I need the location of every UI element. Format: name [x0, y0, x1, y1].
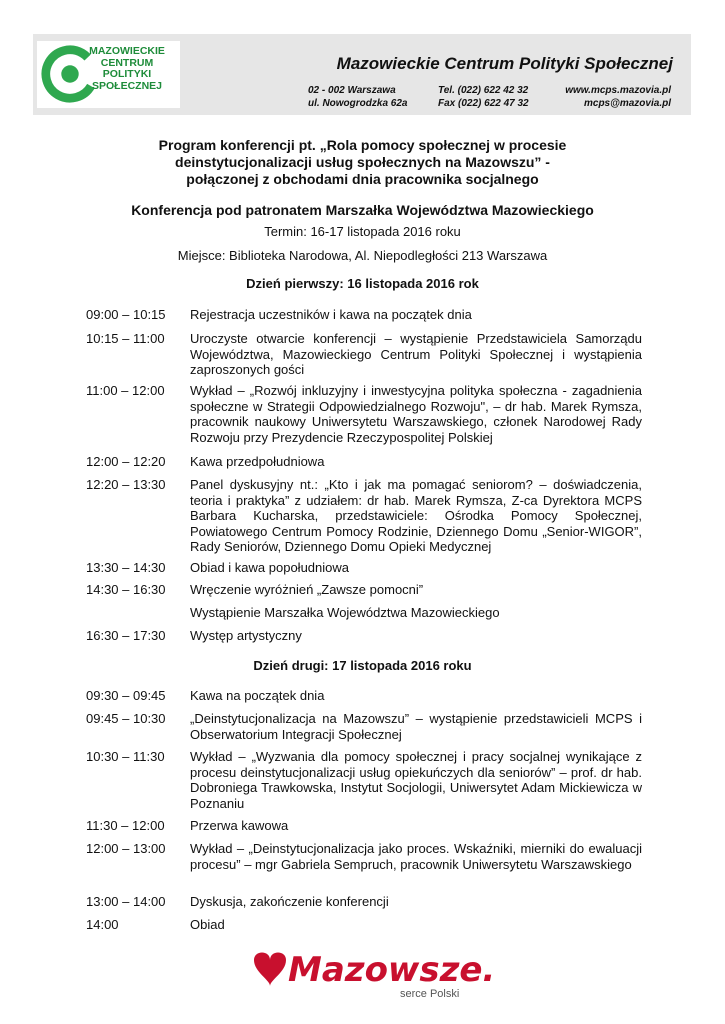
- item-time: 11:00 – 12:00: [86, 383, 165, 398]
- brand-name: Mazowsze.: [288, 950, 496, 990]
- logo-line: SPOŁECZNEJ: [91, 79, 162, 92]
- patronage: Konferencja pod patronatem Marszałka Województwa Mazowieckiego: [131, 202, 594, 218]
- item-desc: Obiad: [190, 917, 225, 932]
- title-line: deinstytucjonalizacji usług społecznych na Mazowszu” -: [175, 154, 550, 170]
- item-time: 14:30 – 16:30: [86, 582, 166, 597]
- title-line: połączonej z obchodami dnia pracownika socjalnego: [186, 171, 539, 187]
- schedule-item: [86, 477, 642, 555]
- fax-number: Fax (022) 622 47 32: [438, 98, 529, 109]
- schedule-item: [86, 605, 642, 621]
- letterhead: [33, 34, 691, 115]
- item-time: 10:15 – 11:00: [86, 331, 165, 346]
- item-time: 12:20 – 13:30: [86, 477, 166, 492]
- schedule-item: [86, 331, 642, 378]
- schedule-item: [86, 818, 642, 834]
- schedule-item: [86, 711, 642, 742]
- item-time: 11:30 – 12:00: [86, 818, 165, 833]
- address-line: 02 - 002 Warszawa: [308, 85, 396, 96]
- logo-line: MAZOWIECKIE: [89, 45, 165, 57]
- org-name: Mazowieckie Centrum Polityki Społecznej: [336, 54, 673, 73]
- schedule-item: [86, 454, 642, 470]
- logo-line: CENTRUM: [100, 56, 154, 69]
- tagline: serce Polski: [400, 988, 460, 1000]
- item-desc: Kawa na początek dnia: [190, 688, 325, 703]
- item-desc: Występ artystyczny: [190, 628, 302, 643]
- phone-number: Tel. (022) 622 42 32: [438, 85, 529, 96]
- schedule-item: [86, 560, 642, 576]
- website-link[interactable]: www.mcps.mazovia.pl: [565, 85, 671, 96]
- item-desc: „Deinstytucjonalizacja na Mazowszu” – wystąpienie przedstawicieli MCPS i Obserwatorium Integracji Społecznej: [190, 711, 642, 742]
- address: [308, 84, 407, 110]
- item-time: 09:45 – 10:30: [86, 711, 166, 726]
- item-desc: Obiad i kawa popołudniowa: [190, 560, 349, 575]
- logo-line: POLITYKI: [102, 68, 152, 80]
- mcps-logo-text: [83, 46, 171, 92]
- item-time: 13:00 – 14:00: [86, 894, 166, 909]
- address-line: ul. Nowogrodzka 62a: [308, 98, 408, 109]
- mcps-logo: [37, 41, 180, 108]
- day2-heading: Dzień drugi: 17 listopada 2016 roku: [253, 658, 472, 673]
- schedule-item: [86, 628, 642, 644]
- title-line: Program konferencji pt. „Rola pomocy społecznej w procesie: [158, 137, 567, 153]
- schedule-item: [86, 688, 642, 704]
- schedule-item: [86, 841, 642, 872]
- item-time: 09:00 – 10:15: [86, 307, 166, 322]
- item-time: 14:00: [86, 917, 119, 932]
- item-desc: Wykład – „Deinstytucjonalizacja jako proces. Wskaźniki, mierniki do ewaluacji procesu” – mgr Gabriela Sempruch, pracownik Uniwersytetu Warszawskiego: [190, 841, 642, 872]
- schedule-item: [86, 749, 642, 811]
- mazowsze-logo: [248, 950, 496, 1008]
- item-time: 16:30 – 17:30: [86, 628, 166, 643]
- schedule-item: [86, 582, 642, 598]
- web-contact: [565, 84, 671, 110]
- item-desc: Kawa przedpołudniowa: [190, 454, 325, 469]
- item-desc: Przerwa kawowa: [190, 818, 289, 833]
- item-desc: Wykład – „Wyzwania dla pomocy społecznej i pracy socjalnej wynikające z procesu deinstytucjonalizacji usług opiekuńczych dla seniorów” – prof. dr hab. Dobroniega Trawkowska, Instytut Socjologii, Uniwersytet Adam Mickiewicza w Poznaniu: [190, 749, 642, 811]
- item-time: 12:00 – 12:20: [86, 454, 166, 469]
- item-desc: Uroczyste otwarcie konferencji – wystąpienie Przedstawiciela Samorządu Województwa, Mazowieckiego Centrum Polityki Społecznej i wystąpienia zaproszonych gości: [190, 331, 642, 377]
- item-desc: Panel dyskusyjny nt.: „Kto i jak ma pomagać seniorom? – doświadczenia, teoria i praktyka” z udziałem: dr hab. Marek Rymsza, Z-ca Dyrektora MCPS Barbara Kucharska, przedstawiciele: Ośrodka Pomocy Społecznej, Powiatowego Centrum Pomocy Rodzinie, Dziennego Domu „Senior-WIGOR”, Rady Seniorów, Dziennego Domu Opieki Medycznej: [190, 477, 642, 554]
- item-desc: Wystąpienie Marszałka Województwa Mazowieckiego: [190, 605, 500, 620]
- item-desc: Rejestracja uczestników i kawa na początek dnia: [190, 307, 472, 322]
- item-desc: Dyskusja, zakończenie konferencji: [190, 894, 389, 909]
- term: Termin: 16-17 listopada 2016 roku: [264, 224, 461, 239]
- phone-fax: [438, 84, 529, 110]
- schedule-item: [86, 383, 642, 445]
- schedule-item: [86, 307, 642, 323]
- item-time: 10:30 – 11:30: [86, 749, 165, 764]
- schedule-item: [86, 894, 642, 910]
- item-desc: Wręczenie wyróżnień „Zawsze pomocni”: [190, 582, 424, 597]
- place: Miejsce: Biblioteka Narodowa, Al. Niepodległości 213 Warszawa: [177, 248, 548, 263]
- item-desc: Wykład – „Rozwój inkluzyjny i inwestycyjna polityka społeczna - zagadnienia społeczne w Strategii Odpowiedzialnego Rozwoju", – dr hab. Marek Rymsza, pracownik naukowy Uniwersytetu Warszawskiego, członek Narodowej Rady Rozwoju przy Prezydencie Rzeczypospolitej Polskiej: [190, 383, 642, 445]
- day1-heading: Dzień pierwszy: 16 listopada 2016 rok: [246, 276, 479, 291]
- email-link[interactable]: mcps@mazovia.pl: [583, 98, 671, 109]
- document-title: [0, 137, 725, 188]
- item-time: 12:00 – 13:00: [86, 841, 166, 856]
- item-time: 09:30 – 09:45: [86, 688, 166, 703]
- schedule-item: [86, 917, 642, 933]
- item-time: 13:30 – 14:30: [86, 560, 166, 575]
